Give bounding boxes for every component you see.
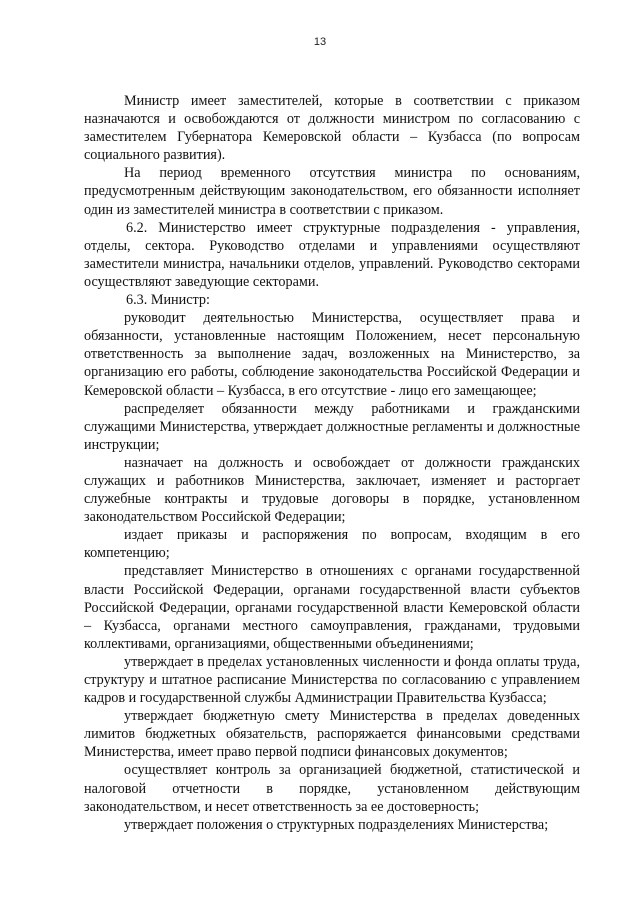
paragraph-duty-orders: издает приказы и распоряжения по вопросам, входящим в его компетенцию;	[84, 527, 580, 562]
paragraph-duty-budget: утверждает бюджетную смету Министерства в пределах доведенных лимитов бюджетных обязательств, распоряжается финансовыми средствами Министерства, имеет право первой подписи финансовых документов;	[84, 708, 580, 761]
paragraph-duty-represents: представляет Министерство в отношениях с органами государственной власти Российской Федерации, органами государственной власти субъектов Российской Федерации, органами государственной власти Кемеровской области – Кузбасса, органами местного самоуправления, гражданами, трудовыми коллективами, организациями, общественными объединениями;	[84, 563, 580, 652]
paragraph-duty-regulations: утверждает положения о структурных подразделениях Министерства;	[124, 816, 549, 833]
paragraph-duty-reporting: осуществляет контроль за организацией бюджетной, статистической и налоговой отчетности в порядке, установленном действующим законодательством, и несет ответственность за ее достоверность;	[84, 762, 580, 815]
document-body	[84, 92, 580, 834]
paragraph-duty-appoints: назначает на должность и освобождает от должности гражданских служащих и работников Министерства, заключает, изменяет и расторгает служебные контракты и трудовые договоры в порядке, установленном законодательством Российской Федерации;	[84, 454, 580, 526]
paragraph-temporary-absence: На период временного отсутствия министра по основаниям, предусмотренным действующим законодательством, его обязанности исполняет один из заместителей министра в соответствии с приказом.	[84, 165, 580, 218]
page-number: 13	[313, 36, 327, 48]
paragraph-duty-distributes: распределяет обязанности между работниками и гражданскими служащими Министерства, утверждает должностные регламенты и должностные инструкции;	[84, 400, 580, 453]
paragraph-duty-leads: руководит деятельностью Министерства, осуществляет права и обязанности, установленные настоящим Положением, несет персональную ответственность за выполнение задач, возложенных на Министерство, за организацию его работы, соблюдение законодательства Российской Федерации и Кемеровской области – Кузбасса, в его отсутствие - лицо его замещающее;	[84, 310, 580, 399]
paragraph-deputies: Министр имеет заместителей, которые в соответствии с приказом назначаются и освобождаются от должности министром по согласованию с заместителем Губернатора Кемеровской области – Кузбасса (по вопросам социального развития).	[84, 93, 580, 164]
paragraph-6-2: 6.2. Министерство имеет структурные подразделения - управления, отделы, сектора. Руководство отделами и управлениями осуществляют заместители министра, начальники отделов, управлений. Руководство секторами осуществляют заведующие секторами.	[84, 219, 580, 290]
paragraph-duty-structure: утверждает в пределах установленных численности и фонда оплаты труда, структуру и штатное расписание Министерства по согласованию с управлением кадров и государственной службы Администрации Правительства Кузбасса;	[84, 653, 580, 707]
paragraph-6-3-heading: 6.3. Министр:	[126, 292, 210, 309]
